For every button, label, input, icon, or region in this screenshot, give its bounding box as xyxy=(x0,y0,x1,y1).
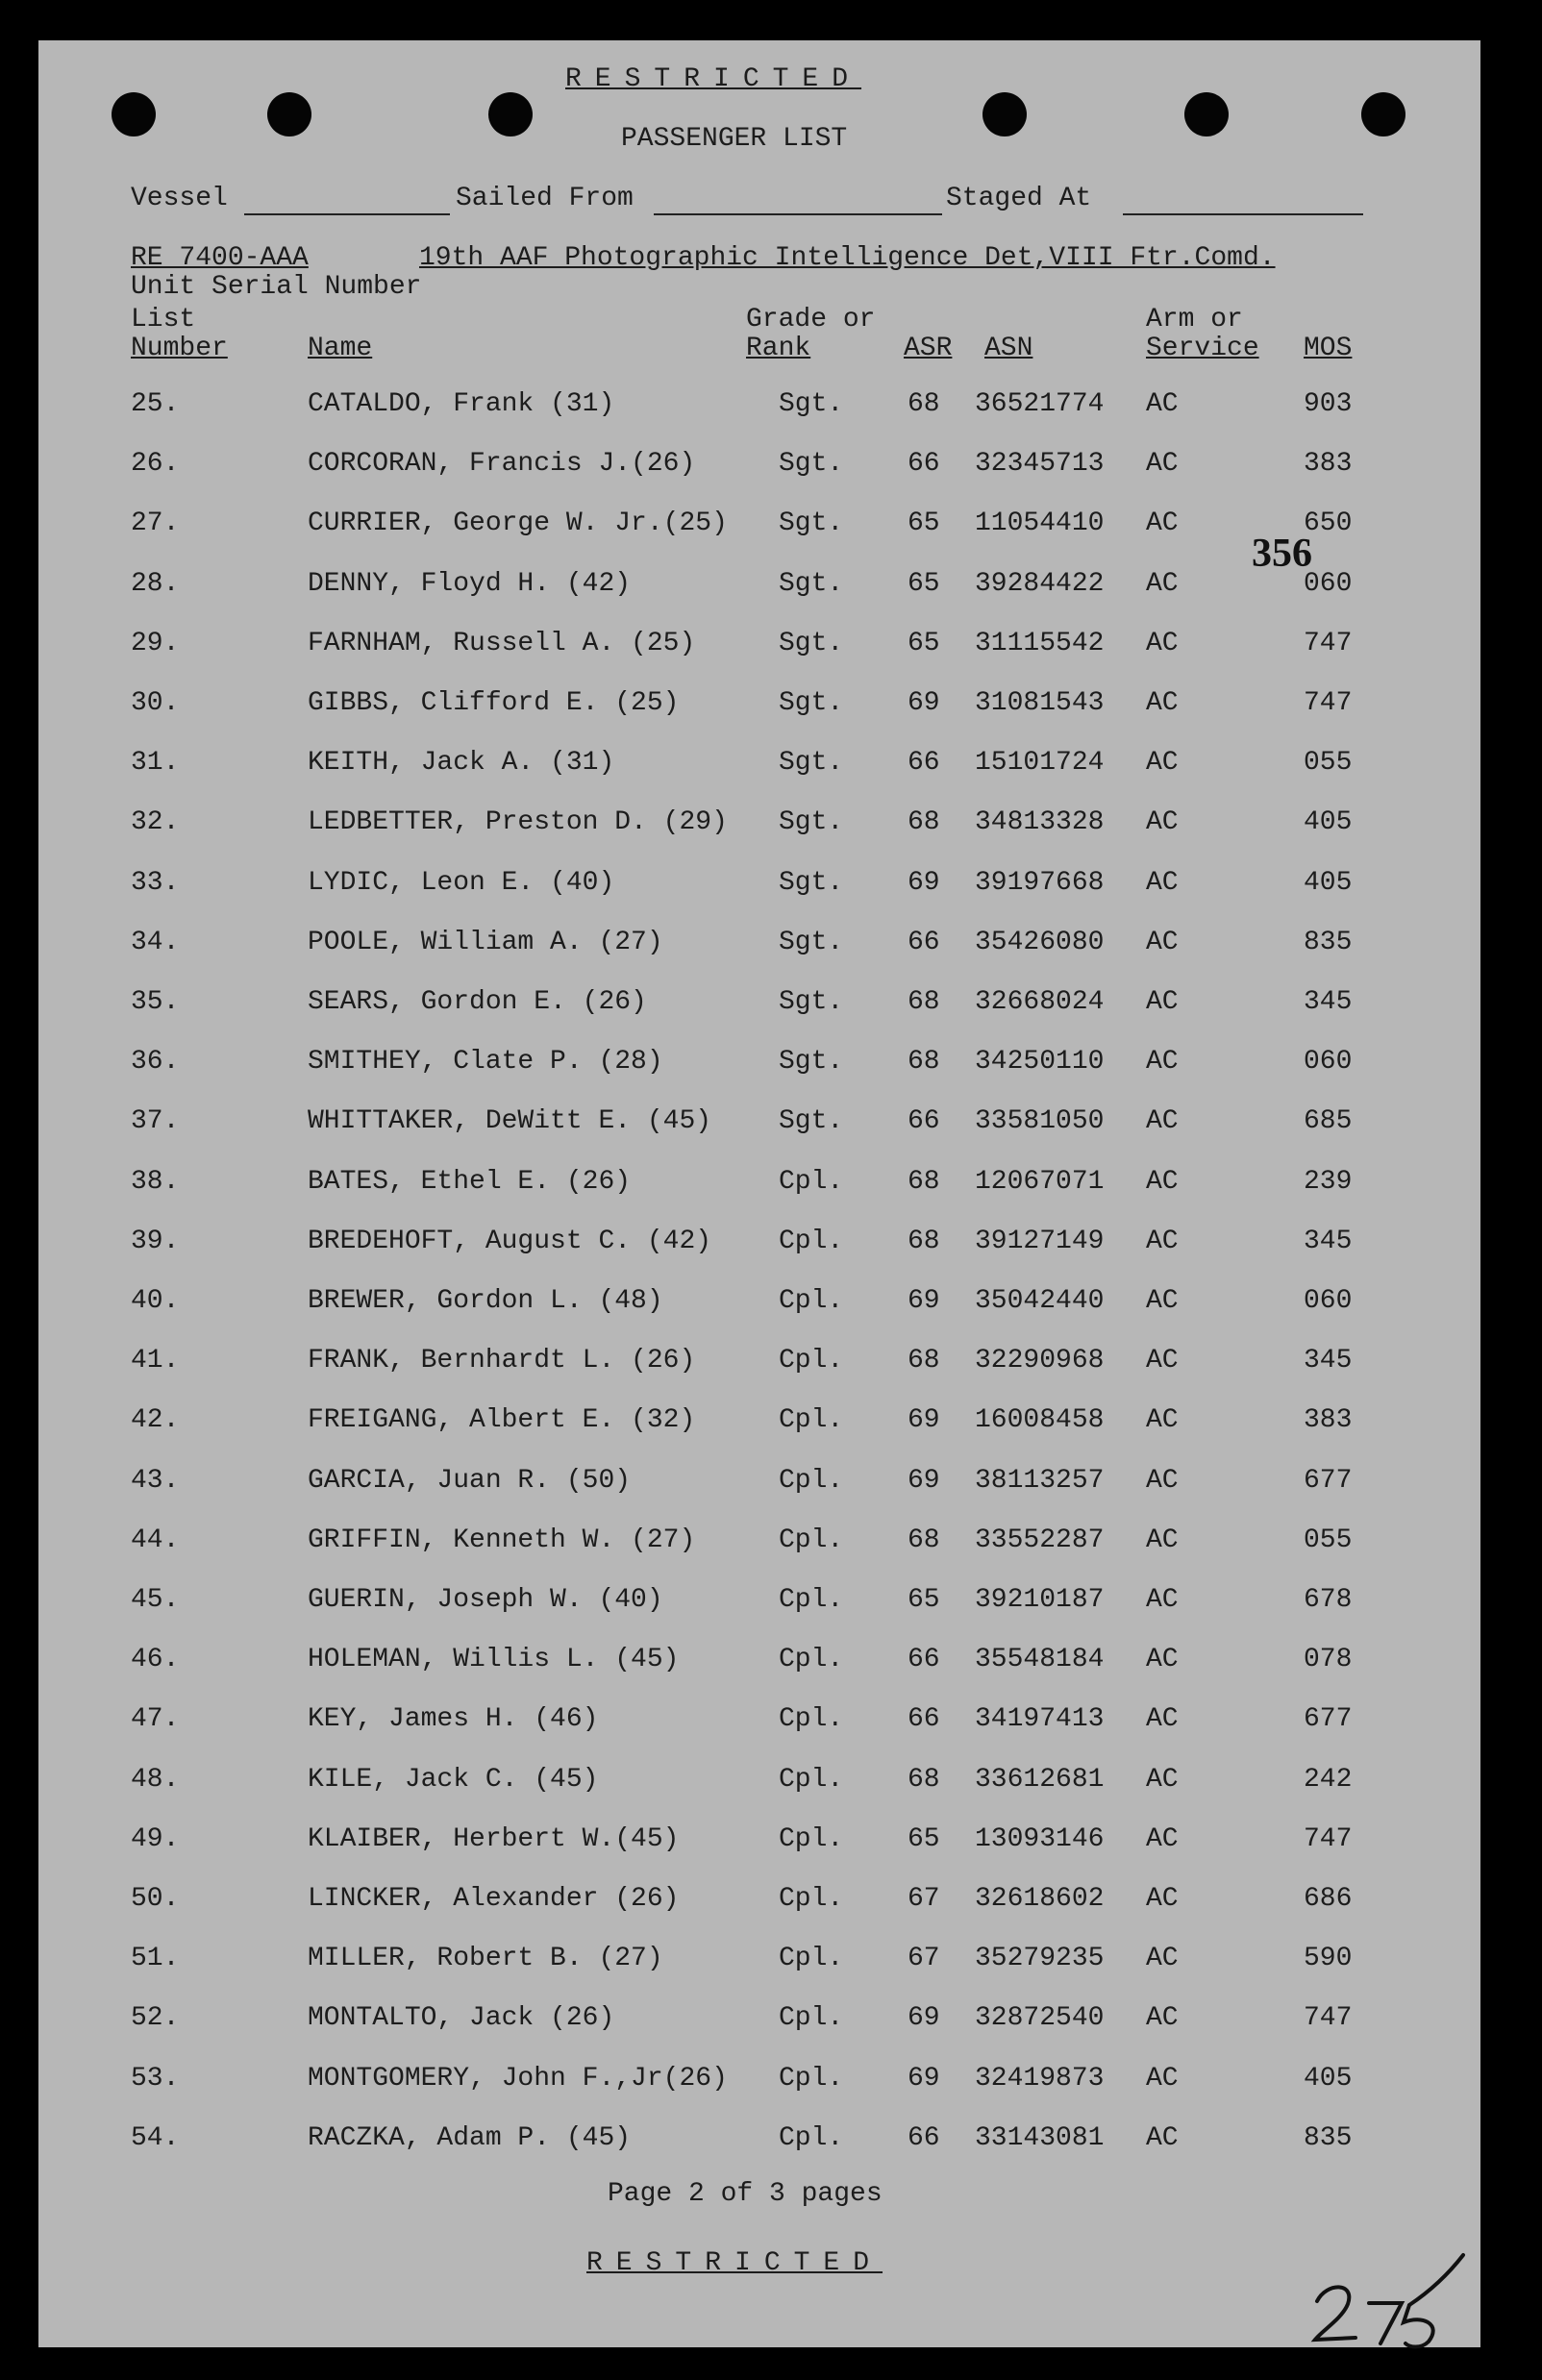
arm-service-cell: AC xyxy=(1146,1286,1179,1316)
list-number-cell: 27. xyxy=(131,508,180,539)
grade-cell: Cpl. xyxy=(779,1405,844,1436)
table-row xyxy=(38,1345,1480,1383)
unit-code: RE 7400-AAA xyxy=(131,243,309,273)
col-grade-line2: Rank xyxy=(746,334,811,363)
grade-cell: Cpl. xyxy=(779,1166,844,1197)
passenger-name-cell: HOLEMAN, Willis L. (45) xyxy=(308,1645,680,1675)
arm-service-cell: AC xyxy=(1146,1226,1179,1256)
asn-cell: 32872540 xyxy=(975,2003,1105,2034)
list-number-cell: 53. xyxy=(131,2063,180,2094)
arm-service-cell: AC xyxy=(1146,807,1179,838)
asn-cell: 35426080 xyxy=(975,927,1105,957)
arm-service-cell: AC xyxy=(1146,2122,1179,2153)
grade-cell: Cpl. xyxy=(779,2063,844,2094)
asr-cell: 66 xyxy=(908,1645,940,1675)
list-number-cell: 48. xyxy=(131,1764,180,1795)
arm-service-cell: AC xyxy=(1146,1704,1179,1735)
arm-service-cell: AC xyxy=(1146,508,1179,539)
asr-cell: 65 xyxy=(908,628,940,658)
mos-cell: 903 xyxy=(1304,389,1353,419)
asn-cell: 31115542 xyxy=(975,628,1105,658)
mos-cell: 405 xyxy=(1304,2063,1353,2094)
list-number-cell: 44. xyxy=(131,1525,180,1555)
mos-cell: 345 xyxy=(1304,1346,1353,1376)
mos-cell: 345 xyxy=(1304,987,1353,1017)
punch-hole xyxy=(112,92,156,136)
staged-at-blank xyxy=(1123,213,1363,215)
list-number-cell: 37. xyxy=(131,1106,180,1137)
mos-cell: 055 xyxy=(1304,748,1353,779)
mos-cell: 835 xyxy=(1304,2122,1353,2153)
mos-cell: 590 xyxy=(1304,1944,1353,1974)
asn-cell: 35279235 xyxy=(975,1944,1105,1974)
table-row xyxy=(38,747,1480,785)
arm-service-cell: AC xyxy=(1146,987,1179,1017)
table-row xyxy=(38,806,1480,845)
col-asr: ASR xyxy=(904,334,953,363)
col-grade-line1: Grade or xyxy=(746,305,876,335)
asn-cell: 39284422 xyxy=(975,568,1105,599)
mos-cell: 685 xyxy=(1304,1106,1353,1137)
table-row xyxy=(38,2002,1480,2041)
table-row xyxy=(38,1465,1480,1503)
asn-cell: 33612681 xyxy=(975,1764,1105,1795)
grade-cell: Sgt. xyxy=(779,1106,844,1137)
grade-cell: Cpl. xyxy=(779,1645,844,1675)
asr-cell: 66 xyxy=(908,927,940,957)
col-mos: MOS xyxy=(1304,334,1353,363)
table-row xyxy=(38,986,1480,1025)
grade-cell: Cpl. xyxy=(779,1823,844,1854)
asn-cell: 32419873 xyxy=(975,2063,1105,2094)
mos-cell: 060 xyxy=(1304,568,1353,599)
grade-cell: Cpl. xyxy=(779,1944,844,1974)
asr-cell: 68 xyxy=(908,1346,940,1376)
arm-service-cell: AC xyxy=(1146,1823,1179,1854)
asr-cell: 65 xyxy=(908,508,940,539)
passenger-name-cell: GIBBS, Clifford E. (25) xyxy=(308,688,680,718)
asn-cell: 33552287 xyxy=(975,1525,1105,1555)
arm-service-cell: AC xyxy=(1146,688,1179,718)
grade-cell: Sgt. xyxy=(779,807,844,838)
table-row xyxy=(38,1166,1480,1204)
mos-cell: 242 xyxy=(1304,1764,1353,1795)
table-row xyxy=(38,927,1480,965)
mos-cell: 405 xyxy=(1304,867,1353,898)
unit-name: 19th AAF Photographic Intelligence Det,VIII Ftr.Comd. xyxy=(419,243,1276,273)
arm-service-cell: AC xyxy=(1146,748,1179,779)
sailed-from-blank xyxy=(654,213,942,215)
mos-cell: 060 xyxy=(1304,1047,1353,1078)
asr-cell: 68 xyxy=(908,807,940,838)
list-number-cell: 29. xyxy=(131,628,180,658)
table-row xyxy=(38,2063,1480,2101)
arm-service-cell: AC xyxy=(1146,1585,1179,1615)
arm-service-cell: AC xyxy=(1146,568,1179,599)
asr-cell: 68 xyxy=(908,1525,940,1555)
mos-cell: 650 xyxy=(1304,508,1353,539)
col-list-number-line2: Number xyxy=(131,334,228,363)
sailed-from-label: Sailed From xyxy=(456,184,634,213)
asn-cell: 34250110 xyxy=(975,1047,1105,1078)
list-number-cell: 50. xyxy=(131,1884,180,1914)
passenger-name-cell: CURRIER, George W. Jr.(25) xyxy=(308,508,728,539)
asr-cell: 66 xyxy=(908,1106,940,1137)
list-number-cell: 28. xyxy=(131,568,180,599)
grade-cell: Cpl. xyxy=(779,1704,844,1735)
passenger-name-cell: KEY, James H. (46) xyxy=(308,1704,599,1735)
passenger-name-cell: SMITHEY, Clate P. (28) xyxy=(308,1047,663,1078)
list-number-cell: 42. xyxy=(131,1405,180,1436)
arm-service-cell: AC xyxy=(1146,2063,1179,2094)
table-row xyxy=(38,867,1480,905)
list-number-cell: 31. xyxy=(131,748,180,779)
table-row xyxy=(38,1823,1480,1862)
passenger-name-cell: WHITTAKER, DeWitt E. (45) xyxy=(308,1106,712,1137)
list-number-cell: 30. xyxy=(131,688,180,718)
passenger-name-cell: SEARS, Gordon E. (26) xyxy=(308,987,647,1017)
table-row xyxy=(38,1584,1480,1623)
grade-cell: Sgt. xyxy=(779,449,844,480)
passenger-name-cell: FARNHAM, Russell A. (25) xyxy=(308,628,696,658)
arm-service-cell: AC xyxy=(1146,867,1179,898)
passenger-name-cell: GRIFFIN, Kenneth W. (27) xyxy=(308,1525,696,1555)
list-number-cell: 54. xyxy=(131,2122,180,2153)
list-number-cell: 43. xyxy=(131,1465,180,1496)
mos-cell: 747 xyxy=(1304,688,1353,718)
passenger-name-cell: LYDIC, Leon E. (40) xyxy=(308,867,615,898)
grade-cell: Sgt. xyxy=(779,748,844,779)
grade-cell: Sgt. xyxy=(779,1047,844,1078)
list-number-cell: 35. xyxy=(131,987,180,1017)
col-arm-line1: Arm or xyxy=(1146,305,1243,335)
mos-cell: 678 xyxy=(1304,1585,1353,1615)
asr-cell: 68 xyxy=(908,1047,940,1078)
list-number-cell: 51. xyxy=(131,1944,180,1974)
asn-cell: 33143081 xyxy=(975,2122,1105,2153)
list-number-cell: 33. xyxy=(131,867,180,898)
punch-hole xyxy=(488,92,533,136)
asr-cell: 67 xyxy=(908,1944,940,1974)
mos-cell: 677 xyxy=(1304,1465,1353,1496)
asn-cell: 12067071 xyxy=(975,1166,1105,1197)
arm-service-cell: AC xyxy=(1146,1944,1179,1974)
table-row xyxy=(38,2122,1480,2161)
asr-cell: 68 xyxy=(908,987,940,1017)
arm-service-cell: AC xyxy=(1146,2003,1179,2034)
table-row xyxy=(38,1943,1480,1981)
table-row xyxy=(38,687,1480,726)
asr-cell: 68 xyxy=(908,1764,940,1795)
arm-service-cell: AC xyxy=(1146,1405,1179,1436)
asn-cell: 36521774 xyxy=(975,389,1105,419)
asr-cell: 69 xyxy=(908,2063,940,2094)
vessel-label: Vessel xyxy=(131,184,228,213)
asr-cell: 68 xyxy=(908,1226,940,1256)
list-number-cell: 32. xyxy=(131,807,180,838)
col-arm-line2: Service xyxy=(1146,334,1259,363)
grade-cell: Sgt. xyxy=(779,508,844,539)
arm-service-cell: AC xyxy=(1146,1884,1179,1914)
asn-cell: 39197668 xyxy=(975,867,1105,898)
asn-cell: 15101724 xyxy=(975,748,1105,779)
arm-service-cell: AC xyxy=(1146,389,1179,419)
passenger-name-cell: KEITH, Jack A. (31) xyxy=(308,748,615,779)
asr-cell: 66 xyxy=(908,748,940,779)
asn-cell: 35548184 xyxy=(975,1645,1105,1675)
table-row xyxy=(38,1644,1480,1682)
mos-cell: 747 xyxy=(1304,2003,1353,2034)
passenger-name-cell: KILE, Jack C. (45) xyxy=(308,1764,599,1795)
asr-cell: 69 xyxy=(908,1405,940,1436)
arm-service-cell: AC xyxy=(1146,1465,1179,1496)
table-row xyxy=(38,1285,1480,1324)
mos-cell: 677 xyxy=(1304,1704,1353,1735)
grade-cell: Cpl. xyxy=(779,2003,844,2034)
mos-cell: 078 xyxy=(1304,1645,1353,1675)
passenger-name-cell: GARCIA, Juan R. (50) xyxy=(308,1465,632,1496)
asr-cell: 65 xyxy=(908,1823,940,1854)
grade-cell: Cpl. xyxy=(779,1525,844,1555)
table-row xyxy=(38,1703,1480,1742)
table-row xyxy=(38,1226,1480,1264)
punch-hole xyxy=(267,92,311,136)
asn-cell: 39210187 xyxy=(975,1585,1105,1615)
grade-cell: Sgt. xyxy=(779,568,844,599)
passenger-name-cell: FRANK, Bernhardt L. (26) xyxy=(308,1346,696,1376)
arm-service-cell: AC xyxy=(1146,1645,1179,1675)
mos-cell: 835 xyxy=(1304,927,1353,957)
list-number-cell: 36. xyxy=(131,1047,180,1078)
list-number-cell: 26. xyxy=(131,449,180,480)
document-page xyxy=(38,40,1480,2347)
asr-cell: 67 xyxy=(908,1884,940,1914)
list-number-cell: 41. xyxy=(131,1346,180,1376)
passenger-name-cell: KLAIBER, Herbert W.(45) xyxy=(308,1823,680,1854)
passenger-name-cell: POOLE, William A. (27) xyxy=(308,927,663,957)
asn-cell: 34813328 xyxy=(975,807,1105,838)
staged-at-label: Staged At xyxy=(946,184,1092,213)
mos-cell: 686 xyxy=(1304,1884,1353,1914)
asr-cell: 69 xyxy=(908,688,940,718)
mos-cell: 055 xyxy=(1304,1525,1353,1555)
list-number-cell: 40. xyxy=(131,1286,180,1316)
mos-cell: 383 xyxy=(1304,1405,1353,1436)
arm-service-cell: AC xyxy=(1146,1166,1179,1197)
list-number-cell: 34. xyxy=(131,927,180,957)
table-row xyxy=(38,388,1480,427)
asr-cell: 69 xyxy=(908,867,940,898)
table-row xyxy=(38,1525,1480,1563)
mos-cell: 747 xyxy=(1304,628,1353,658)
grade-cell: Cpl. xyxy=(779,1764,844,1795)
grade-cell: Sgt. xyxy=(779,688,844,718)
passenger-name-cell: CATALDO, Frank (31) xyxy=(308,389,615,419)
list-number-cell: 25. xyxy=(131,389,180,419)
mos-cell: 747 xyxy=(1304,1823,1353,1854)
list-number-cell: 49. xyxy=(131,1823,180,1854)
passenger-name-cell: MONTALTO, Jack (26) xyxy=(308,2003,615,2034)
asr-cell: 66 xyxy=(908,449,940,480)
classification-bottom: RESTRICTED xyxy=(586,2248,883,2278)
arm-service-cell: AC xyxy=(1146,1047,1179,1078)
list-number-cell: 39. xyxy=(131,1226,180,1256)
table-row xyxy=(38,448,1480,486)
asn-cell: 11054410 xyxy=(975,508,1105,539)
grade-cell: Cpl. xyxy=(779,1585,844,1615)
list-number-cell: 52. xyxy=(131,2003,180,2034)
grade-cell: Cpl. xyxy=(779,1884,844,1914)
asn-cell: 32618602 xyxy=(975,1884,1105,1914)
grade-cell: Cpl. xyxy=(779,1286,844,1316)
arm-service-cell: AC xyxy=(1146,1764,1179,1795)
arm-service-cell: AC xyxy=(1146,1525,1179,1555)
grade-cell: Sgt. xyxy=(779,867,844,898)
document-title: PASSENGER LIST xyxy=(621,124,848,154)
asr-cell: 69 xyxy=(908,1465,940,1496)
vessel-blank xyxy=(244,213,450,215)
asn-cell: 34197413 xyxy=(975,1704,1105,1735)
col-name: Name xyxy=(308,334,373,363)
asn-cell: 33581050 xyxy=(975,1106,1105,1137)
asn-cell: 35042440 xyxy=(975,1286,1105,1316)
passenger-name-cell: CORCORAN, Francis J.(26) xyxy=(308,449,696,480)
punch-hole xyxy=(1361,92,1405,136)
mos-cell: 060 xyxy=(1304,1286,1353,1316)
table-row xyxy=(38,1764,1480,1802)
classification-top: RESTRICTED xyxy=(565,64,862,94)
asn-cell: 32290968 xyxy=(975,1346,1105,1376)
passenger-name-cell: LEDBETTER, Preston D. (29) xyxy=(308,807,728,838)
punch-hole xyxy=(982,92,1027,136)
passenger-name-cell: FREIGANG, Albert E. (32) xyxy=(308,1405,696,1436)
passenger-name-cell: RACZKA, Adam P. (45) xyxy=(308,2122,632,2153)
asn-cell: 32345713 xyxy=(975,449,1105,480)
asr-cell: 66 xyxy=(908,1704,940,1735)
arm-service-cell: AC xyxy=(1146,1106,1179,1137)
asr-cell: 69 xyxy=(908,2003,940,2034)
table-row xyxy=(38,1046,1480,1084)
mos-cell: 383 xyxy=(1304,449,1353,480)
list-number-cell: 46. xyxy=(131,1645,180,1675)
asn-cell: 31081543 xyxy=(975,688,1105,718)
grade-cell: Cpl. xyxy=(779,2122,844,2153)
asr-cell: 68 xyxy=(908,1166,940,1197)
asr-cell: 66 xyxy=(908,2122,940,2153)
asr-cell: 69 xyxy=(908,1286,940,1316)
asr-cell: 68 xyxy=(908,389,940,419)
arm-service-cell: AC xyxy=(1146,449,1179,480)
list-number-cell: 47. xyxy=(131,1704,180,1735)
arm-service-cell: AC xyxy=(1146,927,1179,957)
mos-cell: 345 xyxy=(1304,1226,1353,1256)
unit-serial-label: Unit Serial Number xyxy=(131,272,422,302)
col-asn: ASN xyxy=(984,334,1033,363)
list-number-cell: 45. xyxy=(131,1585,180,1615)
grade-cell: Cpl. xyxy=(779,1465,844,1496)
mos-cell: 239 xyxy=(1304,1166,1353,1197)
table-row xyxy=(38,1105,1480,1144)
asn-cell: 32668024 xyxy=(975,987,1105,1017)
passenger-name-cell: BREWER, Gordon L. (48) xyxy=(308,1286,663,1316)
passenger-name-cell: MILLER, Robert B. (27) xyxy=(308,1944,663,1974)
passenger-name-cell: BREDEHOFT, August C. (42) xyxy=(308,1226,712,1256)
passenger-name-cell: LINCKER, Alexander (26) xyxy=(308,1884,680,1914)
col-list-number-line1: List xyxy=(131,305,196,335)
page-count: Page 2 of 3 pages xyxy=(608,2179,883,2209)
grade-cell: Sgt. xyxy=(779,987,844,1017)
asr-cell: 65 xyxy=(908,1585,940,1615)
table-row xyxy=(38,1404,1480,1443)
passenger-name-cell: MONTGOMERY, John F.,Jr(26) xyxy=(308,2063,728,2094)
grade-cell: Cpl. xyxy=(779,1346,844,1376)
grade-cell: Sgt. xyxy=(779,927,844,957)
passenger-name-cell: BATES, Ethel E. (26) xyxy=(308,1166,632,1197)
grade-cell: Cpl. xyxy=(779,1226,844,1256)
punch-hole xyxy=(1184,92,1229,136)
grade-cell: Sgt. xyxy=(779,628,844,658)
arm-service-cell: AC xyxy=(1146,628,1179,658)
list-number-cell: 38. xyxy=(131,1166,180,1197)
table-row xyxy=(38,628,1480,666)
asn-cell: 16008458 xyxy=(975,1405,1105,1436)
page-stamp-number: 356 xyxy=(1252,532,1312,576)
handwritten-note xyxy=(1288,2251,1471,2357)
asn-cell: 39127149 xyxy=(975,1226,1105,1256)
passenger-name-cell: DENNY, Floyd H. (42) xyxy=(308,568,632,599)
asr-cell: 65 xyxy=(908,568,940,599)
asn-cell: 38113257 xyxy=(975,1465,1105,1496)
table-row xyxy=(38,1883,1480,1921)
passenger-name-cell: GUERIN, Joseph W. (40) xyxy=(308,1585,663,1615)
mos-cell: 405 xyxy=(1304,807,1353,838)
grade-cell: Sgt. xyxy=(779,389,844,419)
asn-cell: 13093146 xyxy=(975,1823,1105,1854)
arm-service-cell: AC xyxy=(1146,1346,1179,1376)
